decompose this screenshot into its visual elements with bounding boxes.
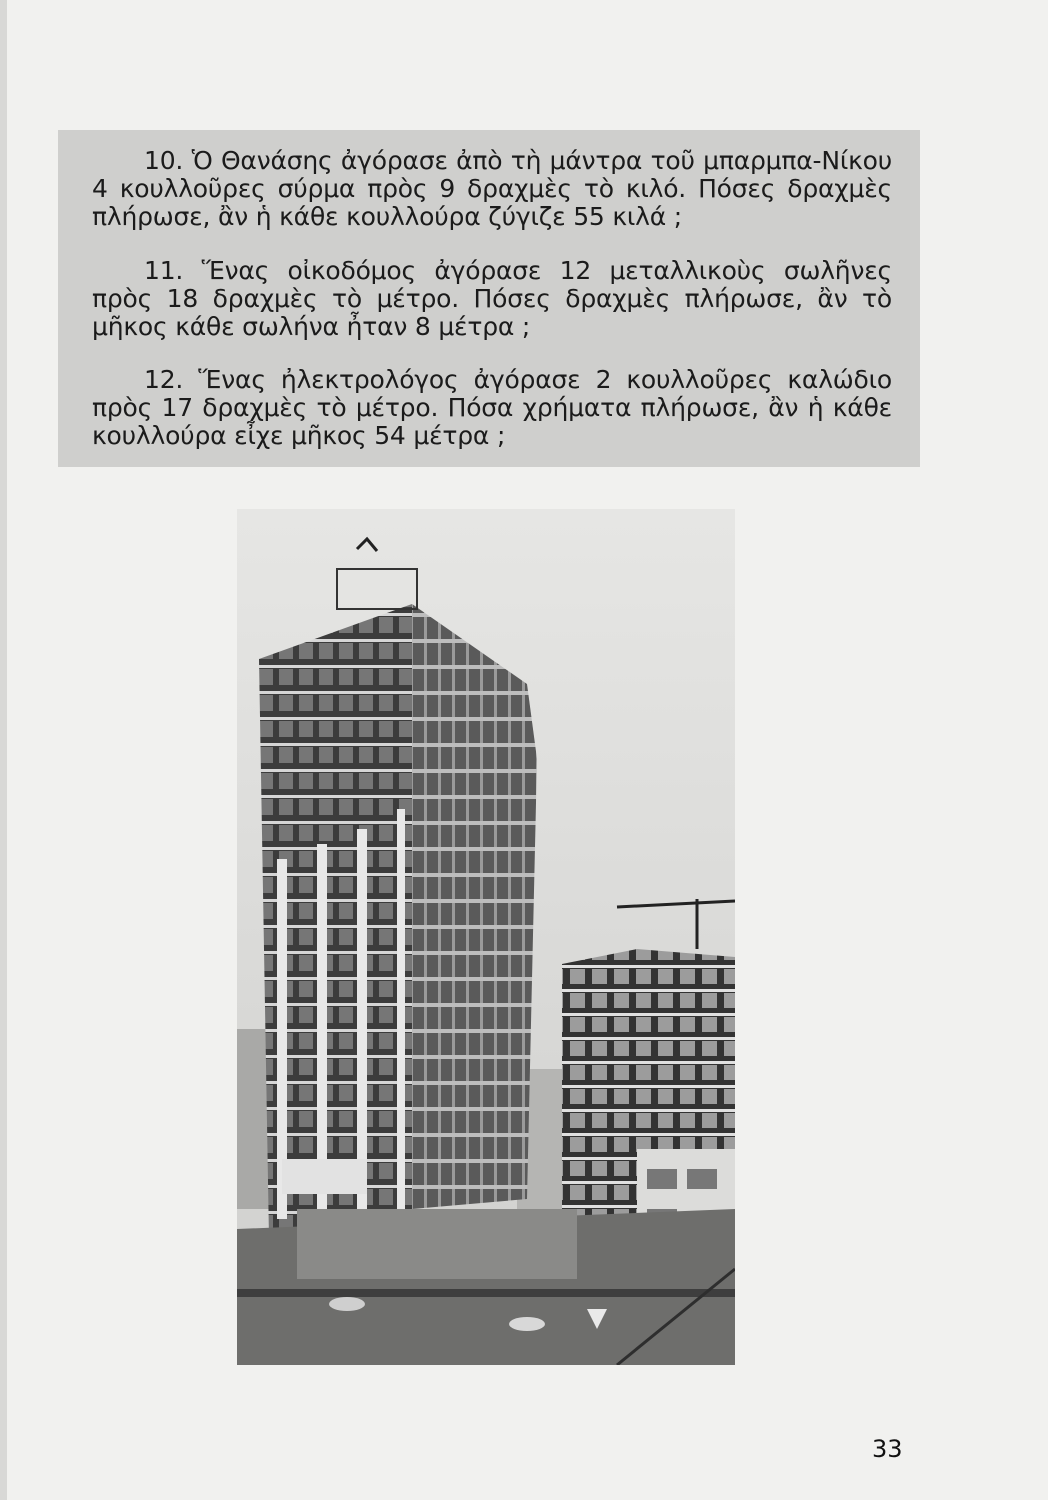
building-construction-photo — [237, 509, 735, 1365]
problem-text: Ὁ Θανάσης ἀγόρασε ἀπὸ τὴ μάντρα τοῦ μπαρμπα-Νίκου 4 κουλλοῦρες σύρμα πρὸς 9 δραχμὲς τὸ κιλό. Πόσες δραχμὲς πλήρωσε, ἂν ἡ κάθε κουλλούρα ζύγιζε 55 κιλά ; — [92, 146, 892, 231]
problem-text: Ἕνας ἠλεκτρολόγος ἀγόρασε 2 κουλλοῦρες καλώδιο πρὸς 17 δραχμὲς τὸ μέτρο. Πόσα χρήματα πλήρωσε, ἂν ἡ κάθε κουλλούρα εἶχε μῆκος 54 μέτρα ; — [92, 365, 892, 450]
problem-number: 10. — [144, 146, 184, 175]
page-edge — [0, 0, 7, 1500]
problem-text: Ἕνας οἰκοδόμος ἀγόρασε 12 μεταλλικοὺς σωλῆνες πρὸς 18 δραχμὲς τὸ μέτρο. Πόσες δραχμὲς πλήρωσε, ἂν τὸ μῆκος κάθε σωλήνα ἦταν 8 μέτρα ; — [92, 256, 892, 341]
problem-number: 12. — [144, 365, 184, 394]
photo-illustration — [237, 509, 735, 1365]
problem-number: 11. — [144, 256, 184, 285]
problem-10 — [92, 147, 892, 231]
problem-11 — [92, 257, 892, 341]
page-number: 33 — [872, 1435, 903, 1463]
problem-12 — [92, 366, 892, 450]
